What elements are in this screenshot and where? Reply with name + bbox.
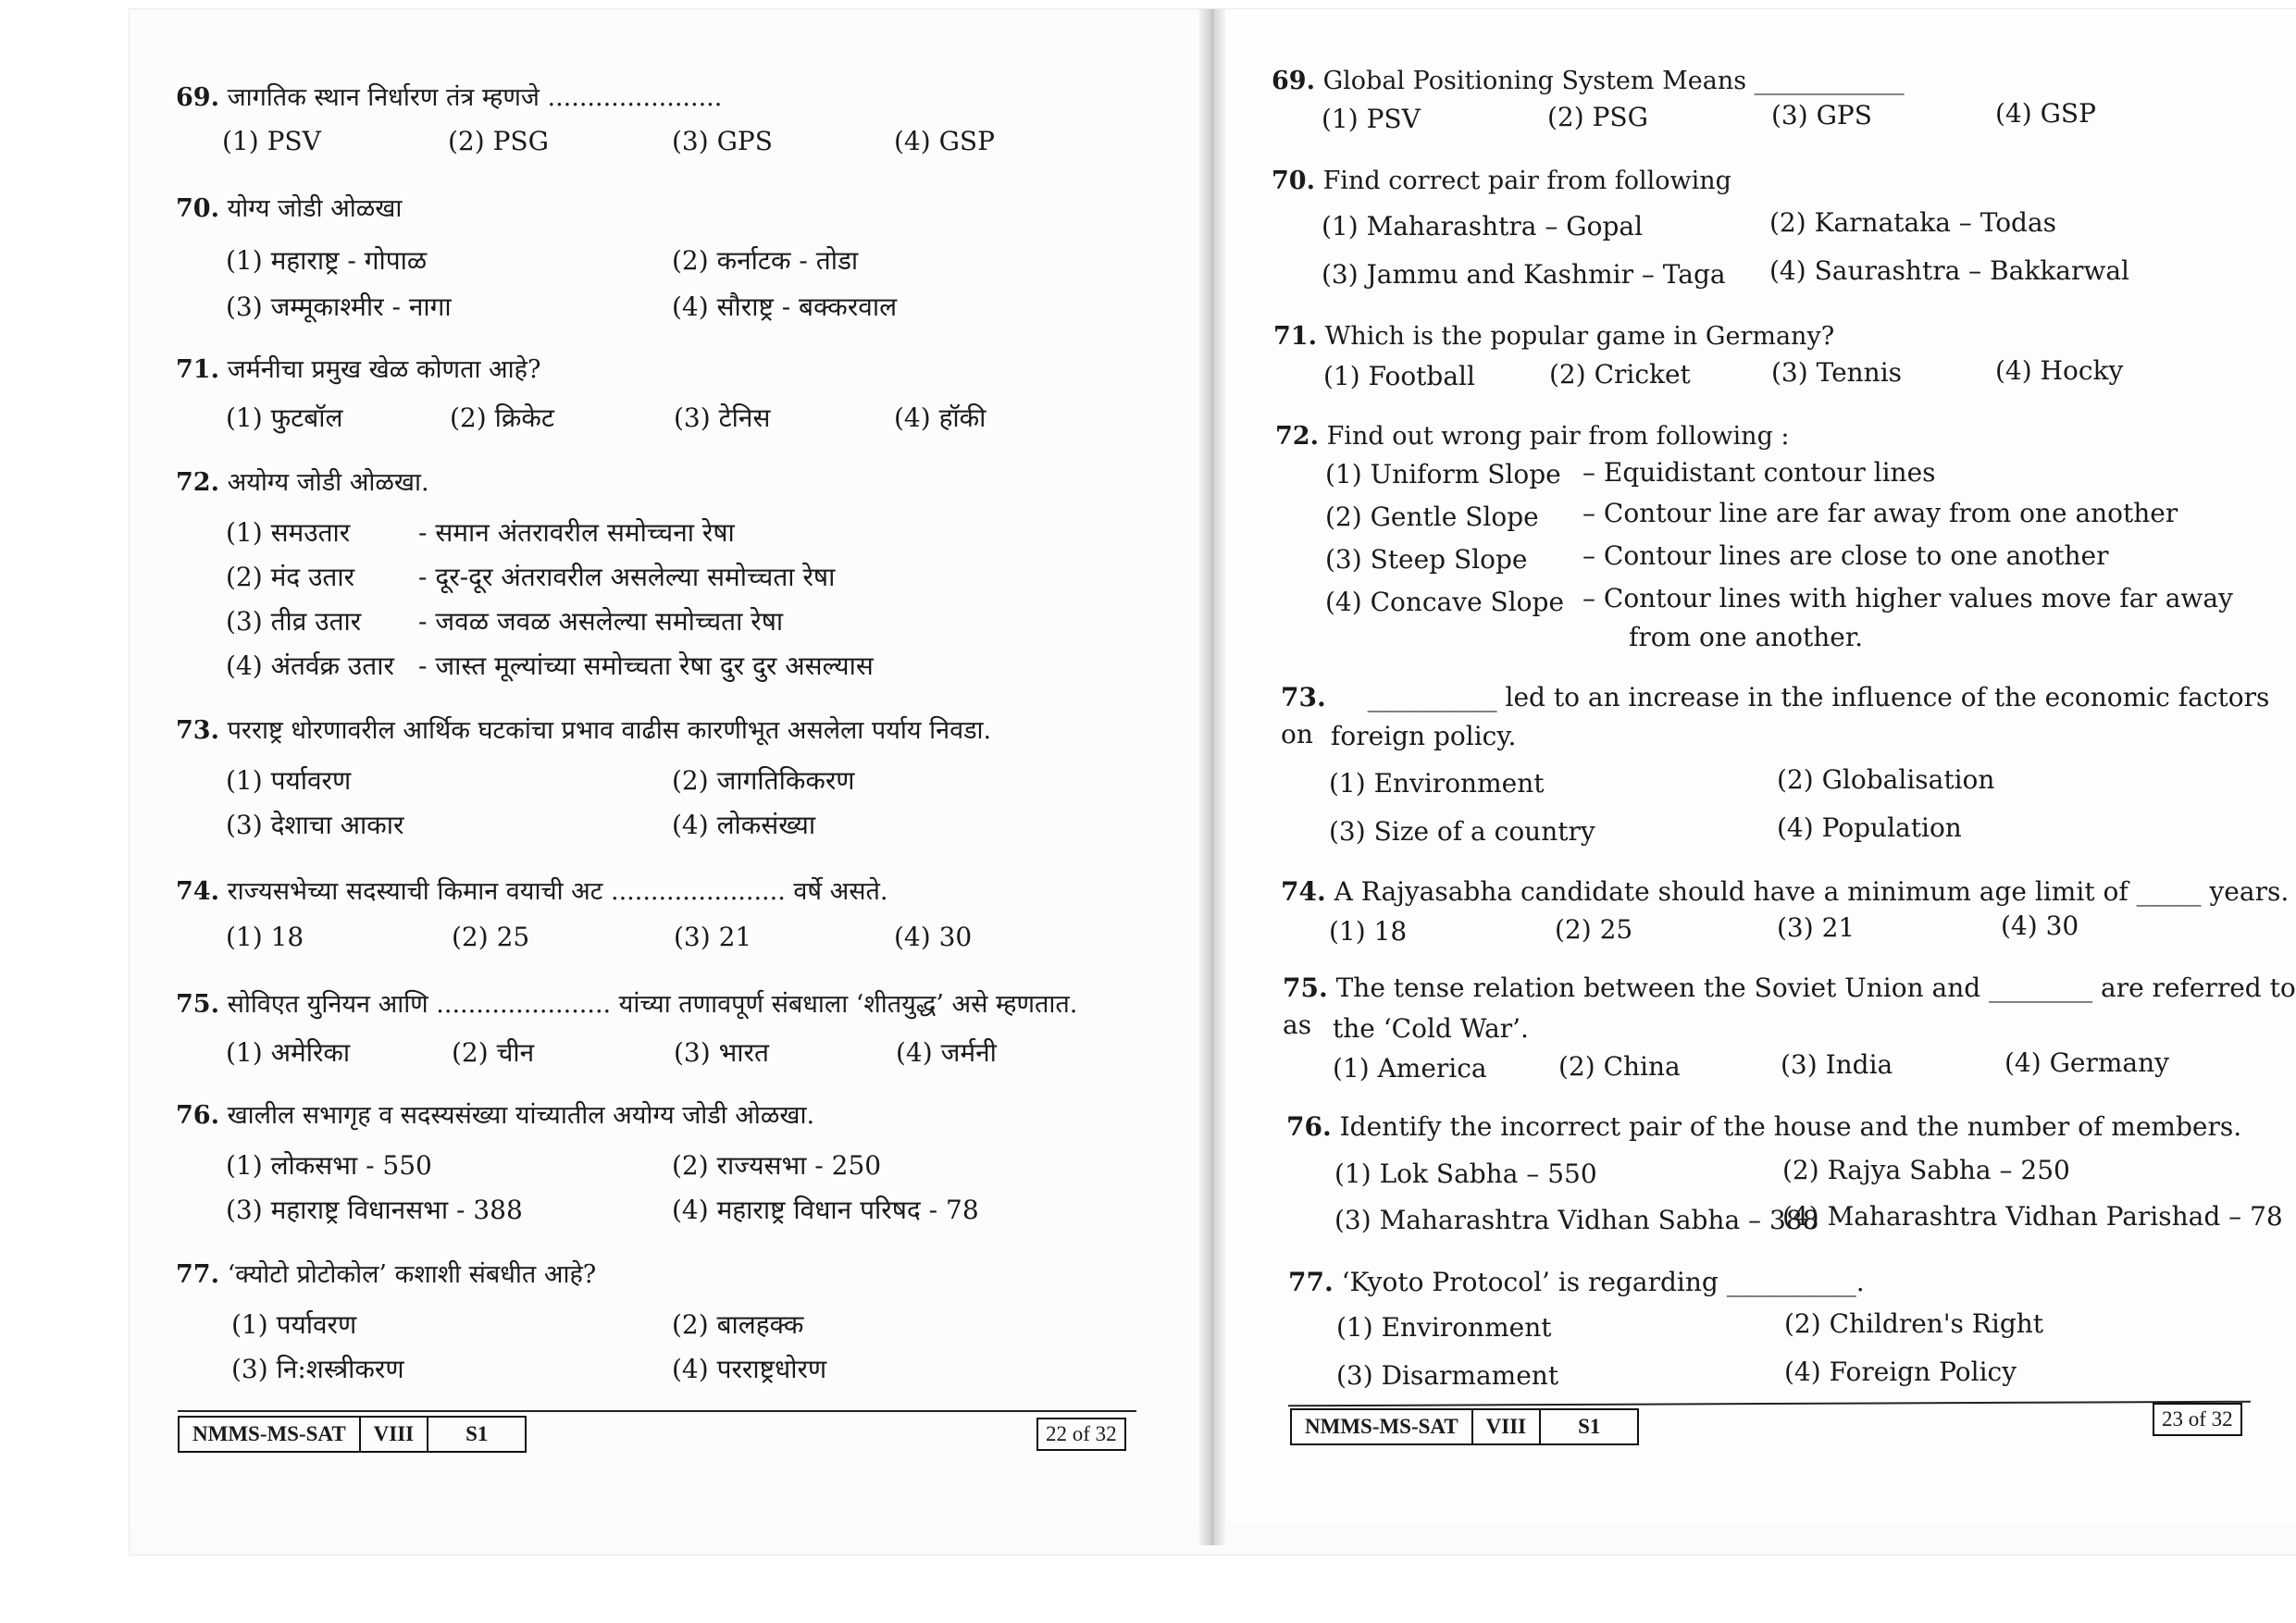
question-76 — [1286, 1109, 2241, 1146]
footer-set: S1 — [465, 1422, 489, 1445]
question-number: 73. — [176, 716, 219, 745]
question-number: 74. — [176, 877, 219, 906]
question-number: 71. — [176, 355, 219, 384]
option-4: (4) सौराष्ट्र - बक्करवाल — [672, 291, 898, 322]
question-number: 69. — [176, 83, 219, 112]
option-1: (1) 18 — [226, 922, 304, 952]
pair-2-term: (2) Gentle Slope — [1325, 502, 1539, 532]
question-75-continued: the ‘Cold War’. — [1333, 1013, 1529, 1044]
option-4: (4) Germany — [2004, 1047, 2169, 1078]
footer-code-table — [1290, 1408, 1639, 1445]
pair-4-desc: - जास्त मूल्यांच्या समोच्चता रेषा दुर दुर असल्यास — [418, 650, 874, 681]
option-2: (2) चीन — [452, 1037, 535, 1068]
question-76 — [176, 1097, 814, 1134]
option-1: (1) PSV — [222, 126, 321, 156]
question-number: 72. — [1275, 422, 1319, 451]
option-4: (4) परराष्ट्रधोरण — [672, 1354, 827, 1384]
option-4: (4) हॉकी — [894, 403, 987, 433]
question-72 — [1275, 418, 1790, 455]
question-72 — [176, 465, 429, 502]
question-text: Find correct pair from following — [1322, 167, 1731, 195]
option-3: (3) GPS — [1771, 100, 1872, 130]
option-3: (3) Jammu and Kashmir – Taga — [1322, 259, 1726, 290]
question-77 — [1288, 1264, 1865, 1301]
pair-4-desc-continued: from one another. — [1629, 622, 1864, 652]
option-1: (1) Maharashtra – Gopal — [1322, 211, 1644, 242]
option-2: (2) PSG — [1547, 102, 1648, 132]
question-number: 70. — [176, 194, 219, 223]
option-4: (4) Hocky — [1995, 355, 2124, 386]
option-3: (3) Maharashtra Vidhan Sabha – 388 — [1334, 1205, 1819, 1235]
pair-4-term: (4) Concave Slope — [1325, 587, 1565, 617]
question-number: 75. — [176, 990, 219, 1019]
option-4: (4) लोकसंख्या — [672, 810, 816, 840]
option-1: (1) पर्यावरण — [226, 765, 352, 796]
question-71 — [176, 352, 540, 389]
option-3: (3) महाराष्ट्र विधानसभा - 388 — [226, 1195, 523, 1225]
pair-1-term: (1) समउतार — [226, 517, 351, 548]
question-75 — [176, 986, 1077, 1023]
pair-1-desc: – Equidistant contour lines — [1582, 457, 1936, 488]
question-number: 77. — [176, 1260, 219, 1289]
footer-exam-code: NMMS-MS-SAT — [1292, 1410, 1473, 1443]
option-1: (1) PSV — [1322, 104, 1421, 134]
option-4: (4) महाराष्ट्र विधान परिषद - 78 — [672, 1195, 979, 1225]
option-2: (2) Children's Right — [1784, 1308, 2044, 1339]
question-70 — [1272, 163, 1731, 200]
option-1: (1) Environment — [1329, 768, 1545, 799]
option-3: (3) जम्मूकाश्मीर - नागा — [226, 291, 452, 322]
question-69 — [176, 80, 722, 117]
option-1: (1) 18 — [1329, 916, 1408, 947]
option-4: (4) Foreign Policy — [1784, 1357, 2017, 1387]
option-1: (1) महाराष्ट्र - गोपाळ — [226, 245, 428, 276]
question-text: सोविएत युनियन आणि ...................... यांच्या तणावपूर्ण संबधाला ‘शीतयुद्ध’ असे म्हणतात. — [227, 990, 1078, 1019]
question-text: अयोग्य जोडी ओळखा. — [227, 468, 429, 497]
book-gutter — [1199, 9, 1225, 1545]
option-4: (4) Saurashtra – Bakkarwal — [1769, 255, 2129, 286]
option-3: (3) Tennis — [1771, 357, 1903, 388]
option-1: (1) पर्यावरण — [231, 1309, 357, 1340]
pair-1-desc: - समान अंतरावरील समोच्चना रेषा — [418, 517, 735, 548]
footer-exam-code: NMMS-MS-SAT — [180, 1418, 361, 1451]
question-74 — [176, 873, 887, 911]
question-text: खालील सभागृह व सदस्यसंख्या यांच्यातील अयोग्य जोडी ओळखा. — [227, 1101, 815, 1130]
option-3: (3) नि:शस्त्रीकरण — [231, 1354, 404, 1384]
option-1: (1) लोकसभा - 550 — [226, 1150, 432, 1181]
question-number: 72. — [176, 468, 219, 497]
option-4: (4) 30 — [894, 922, 973, 952]
footer-left — [178, 1416, 527, 1453]
question-73 — [176, 712, 991, 750]
option-4: (4) GSP — [1995, 98, 2096, 129]
option-2: (2) राज्यसभा - 250 — [672, 1150, 882, 1181]
question-number: 69. — [1272, 67, 1315, 95]
option-2: (2) जागतिकिकरण — [672, 765, 855, 796]
question-number: 74. — [1281, 876, 1326, 907]
question-69 — [1272, 63, 1905, 100]
option-4: (4) Maharashtra Vidhan Parishad – 78 — [1782, 1201, 2283, 1232]
pair-1-term: (1) Uniform Slope — [1325, 459, 1561, 489]
option-2: (2) क्रिकेट — [450, 403, 554, 433]
footer-standard: VIII — [1473, 1410, 1541, 1443]
option-4: (4) Population — [1777, 812, 1962, 843]
question-text: योग्य जोडी ओळखा — [227, 194, 403, 223]
option-4: (4) 30 — [2001, 911, 2079, 941]
question-text: ‘Kyoto Protocol’ is regarding __________. — [1341, 1267, 1865, 1297]
question-text: Which is the popular game in Germany? — [1324, 322, 1835, 351]
pair-3-desc: – Contour lines are close to one another — [1582, 540, 2109, 571]
option-2: (2) PSG — [448, 126, 549, 156]
pair-2-desc: - दूर-दूर अंतरावरील असलेल्या समोच्चता रेषा — [418, 562, 836, 592]
question-number: 76. — [1286, 1111, 1332, 1142]
question-number: 77. — [1288, 1267, 1334, 1297]
option-1: (1) Lok Sabha – 550 — [1334, 1158, 1597, 1189]
question-text: राज्यसभेच्या सदस्याची किमान वयाची अट ...................... वर्षे असते. — [227, 877, 888, 906]
page-number: 22 of 32 — [1036, 1418, 1126, 1451]
question-text: The tense relation between the Soviet Union and ________ are referred to as — [1283, 973, 2296, 1040]
option-1: (1) फुटबॉल — [226, 403, 343, 433]
option-2: (2) Karnataka – Todas — [1769, 207, 2057, 238]
footer-rule — [178, 1410, 1136, 1412]
option-3: (3) टेनिस — [674, 403, 771, 433]
question-text: A Rajyasabha candidate should have a minimum age limit of _____ years. — [1334, 876, 2290, 907]
question-text: Global Positioning System Means ____________ — [1322, 67, 1905, 95]
footer-right — [1290, 1408, 1639, 1445]
option-1: (1) अमेरिका — [226, 1037, 351, 1068]
pair-4-term: (4) अंतर्वक्र उतार — [226, 650, 394, 681]
pair-3-term: (3) Steep Slope — [1325, 544, 1528, 575]
question-text: __________ led to an increase in the influence of the economic factors on — [1281, 682, 2270, 750]
option-2: (2) Globalisation — [1777, 764, 1995, 795]
option-1: (1) America — [1333, 1053, 1487, 1084]
option-3: (3) India — [1781, 1049, 1893, 1080]
question-number: 75. — [1283, 973, 1328, 1003]
question-text: ‘क्योटो प्रोटोकोल’ कशाशी संबधीत आहे? — [227, 1260, 597, 1289]
question-text: जागतिक स्थान निर्धारण तंत्र म्हणजे ...................... — [227, 83, 723, 112]
question-number: 73. — [1281, 682, 1326, 712]
page-number: 23 of 32 — [2153, 1403, 2242, 1436]
option-2: (2) China — [1558, 1051, 1681, 1082]
option-2: (2) 25 — [1555, 914, 1633, 945]
question-number: 71. — [1273, 322, 1317, 351]
question-number: 76. — [176, 1101, 219, 1130]
question-text: Find out wrong pair from following : — [1326, 422, 1790, 451]
pair-3-desc: - जवळ जवळ असलेल्या समोच्चता रेषा — [418, 606, 784, 637]
footer-code-table — [178, 1416, 527, 1453]
question-text: परराष्ट्र धोरणावरील आर्थिक घटकांचा प्रभाव वाढीस कारणीभूत असलेला पर्याय निवडा. — [227, 716, 992, 745]
pair-4-desc: – Contour lines with higher values move far away — [1582, 583, 2233, 613]
option-2: (2) Rajya Sabha – 250 — [1782, 1155, 2070, 1185]
footer-set: S1 — [1578, 1415, 1601, 1438]
option-3: (3) देशाचा आकार — [226, 810, 404, 840]
question-74 — [1281, 873, 2289, 911]
option-2: (2) कर्नाटक - तोडा — [672, 245, 859, 276]
option-3: (3) भारत — [674, 1037, 769, 1068]
option-2: (2) बालहक्क — [672, 1309, 804, 1340]
question-70 — [176, 191, 402, 228]
option-3: (3) GPS — [672, 126, 773, 156]
question-73-continued: foreign policy. — [1331, 721, 1517, 751]
pair-2-desc: – Contour line are far away from one another — [1582, 498, 2178, 528]
option-1: (1) Football — [1323, 361, 1475, 391]
option-1: (1) Environment — [1336, 1312, 1552, 1343]
pair-3-term: (3) तीव्र उतार — [226, 606, 362, 637]
pair-2-term: (2) मंद उतार — [226, 562, 355, 592]
option-4: (4) GSP — [894, 126, 995, 156]
option-3: (3) Size of a country — [1329, 816, 1595, 847]
option-3: (3) Disarmament — [1336, 1360, 1559, 1391]
option-3: (3) 21 — [1777, 912, 1855, 943]
footer-standard: VIII — [361, 1418, 428, 1451]
question-77 — [176, 1257, 596, 1294]
question-number: 70. — [1272, 167, 1315, 195]
question-text: Identify the incorrect pair of the house and the number of members. — [1339, 1111, 2242, 1142]
option-2: (2) 25 — [452, 922, 530, 952]
option-4: (4) जर्मनी — [896, 1037, 997, 1068]
question-71 — [1273, 318, 1834, 355]
option-3: (3) 21 — [674, 922, 752, 952]
question-text: जर्मनीचा प्रमुख खेळ कोणता आहे? — [227, 355, 541, 384]
option-2: (2) Cricket — [1549, 359, 1691, 390]
